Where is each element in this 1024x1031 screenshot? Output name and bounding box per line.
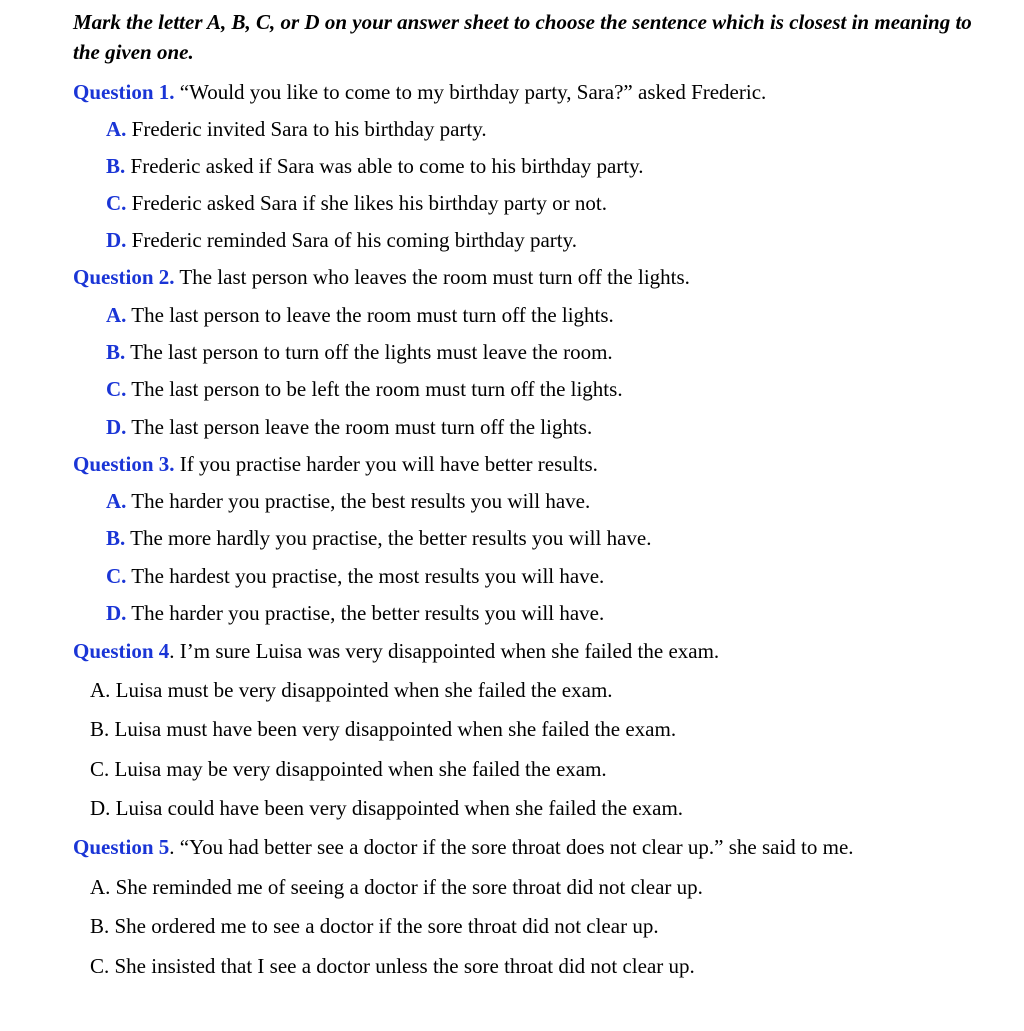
- q4-option-d: D. Luisa could have been very disappointed when she failed the exam.: [90, 796, 684, 820]
- option-text: The harder you practise, the better results you will have.: [126, 601, 605, 625]
- option-letter: B.: [106, 340, 126, 364]
- option-text: The last person to be left the room must turn off the lights.: [126, 377, 623, 401]
- q1-option-a: [106, 115, 487, 143]
- question-4-label: Question 4: [73, 639, 170, 663]
- option-text: The harder you practise, the best results you will have.: [126, 489, 591, 513]
- option-text: The last person to turn off the lights must leave the room.: [125, 340, 613, 364]
- question-2-label: Question 2.: [73, 265, 175, 289]
- q3-option-a: [106, 487, 590, 515]
- option-text: Frederic invited Sara to his birthday party.: [126, 117, 487, 141]
- question-3-label: Question 3.: [73, 452, 175, 476]
- option-letter: D.: [106, 228, 127, 252]
- option-text: Frederic asked Sara if she likes his birthday party or not.: [126, 191, 607, 215]
- q1-option-b: [106, 152, 644, 180]
- option-text: Frederic reminded Sara of his coming birthday party.: [126, 228, 578, 252]
- question-1-stem: “Would you like to come to my birthday party, Sara?” asked Frederic.: [174, 80, 767, 104]
- question-5-label: Question 5: [73, 835, 170, 859]
- option-letter: A.: [106, 117, 127, 141]
- option-letter: C.: [106, 564, 127, 588]
- question-5-stem: . “You had better see a doctor if the sore throat does not clear up.” she said to me.: [169, 835, 854, 859]
- q4-option-b: B. Luisa must have been very disappointed when she failed the exam.: [90, 717, 677, 741]
- option-text: Frederic asked if Sara was able to come to his birthday party.: [125, 154, 644, 178]
- option-letter: A.: [106, 303, 127, 327]
- question-3: [73, 450, 598, 478]
- option-letter: C.: [106, 191, 127, 215]
- option-letter: B.: [106, 526, 126, 550]
- instruction: Mark the letter A, B, C, or D on your answer sheet to choose the sentence which is closest in meaning to the given one.: [73, 10, 972, 64]
- q1-option-d: [106, 226, 577, 254]
- q5-option-b: B. She ordered me to see a doctor if the sore throat did not clear up.: [90, 914, 659, 938]
- question-4: [73, 637, 719, 665]
- q2-option-a: [106, 301, 614, 329]
- question-1-label: Question 1.: [73, 80, 175, 104]
- option-text: The more hardly you practise, the better results you will have.: [125, 526, 652, 550]
- option-letter: C.: [106, 377, 127, 401]
- option-text: The last person leave the room must turn off the lights.: [126, 415, 593, 439]
- option-letter: A.: [106, 489, 127, 513]
- q4-option-a: A. Luisa must be very disappointed when she failed the exam.: [90, 678, 613, 702]
- question-3-stem: If you practise harder you will have better results.: [174, 452, 598, 476]
- option-letter: B.: [106, 154, 126, 178]
- question-5: [73, 833, 854, 861]
- q3-option-b: [106, 524, 651, 552]
- q5-option-a: A. She reminded me of seeing a doctor if the sore throat did not clear up.: [90, 875, 703, 899]
- option-text: The hardest you practise, the most results you will have.: [126, 564, 605, 588]
- option-text: The last person to leave the room must turn off the lights.: [126, 303, 614, 327]
- q5-option-c: C. She insisted that I see a doctor unless the sore throat did not clear up.: [90, 954, 695, 978]
- option-letter: D.: [106, 415, 127, 439]
- option-letter: D.: [106, 601, 127, 625]
- q2-option-c: [106, 375, 623, 403]
- question-2-stem: The last person who leaves the room must turn off the lights.: [174, 265, 690, 289]
- question-4-stem: . I’m sure Luisa was very disappointed when she failed the exam.: [169, 639, 720, 663]
- q2-option-d: [106, 413, 592, 441]
- question-1: [73, 78, 766, 106]
- q3-option-c: [106, 562, 604, 590]
- question-2: [73, 263, 690, 291]
- q4-option-c: C. Luisa may be very disappointed when she failed the exam.: [90, 757, 607, 781]
- q2-option-b: [106, 338, 613, 366]
- q3-option-d: [106, 599, 604, 627]
- q1-option-c: [106, 189, 607, 217]
